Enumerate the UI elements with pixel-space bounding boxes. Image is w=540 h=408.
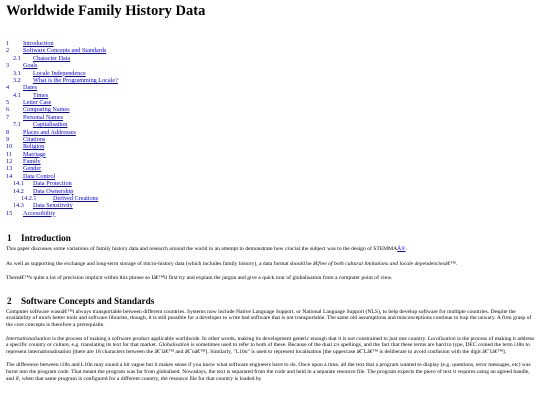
section-title: Software Concepts and Standards xyxy=(21,295,155,306)
toc-link[interactable]: Religion xyxy=(23,143,45,151)
toc-link[interactable]: Data Ownership xyxy=(33,187,74,195)
paragraph: The difference between i18n and L10n may sound a bit vague but it makes sense if you know what software engineers have to do. Once upon a time, all the text that a program wanted to display (e.g. questions, error messages, etc) was burnt into the program code. That meant the program was far from globalised. Nowadays, the text is separated from the code and held in a separate resource file. The program expects the piece of text it requires using an agreed handle, and if, when that same program is configured for a different country, the resource file for that country is loaded by xyxy=(6,362,531,382)
toc-item xyxy=(6,40,537,47)
toc-link[interactable]: Gender xyxy=(23,165,42,173)
toc-item xyxy=(6,77,537,84)
section-heading-software-concepts xyxy=(3,296,537,307)
toc-item xyxy=(6,99,537,106)
toc-item xyxy=(6,114,537,121)
toc-link[interactable]: Locale Independence xyxy=(33,69,86,77)
toc-item-number: 10 xyxy=(6,143,13,151)
toc-item xyxy=(6,47,537,54)
paragraph-text: is the process of making it address a specific country or culture, e.g. translating its text for that market. xyxy=(6,335,535,349)
toc-item xyxy=(6,158,537,165)
toc-item xyxy=(6,70,537,77)
toc-item-number: 3.2 xyxy=(13,76,21,84)
toc-item xyxy=(6,151,537,158)
toc-item xyxy=(6,143,537,150)
paragraph: Thereâ€™s quite a lot of precision implicit within this phrase so Iâ€™ll first try and explain the jargon and give a quick tour of globalisation from a computer point of view. xyxy=(6,275,393,282)
toc-link[interactable]: Data Protection xyxy=(33,180,72,188)
document-page xyxy=(0,3,540,382)
toc-link[interactable]: Citations xyxy=(23,135,46,143)
toc-item-number: 14 xyxy=(6,172,13,180)
table-of-contents xyxy=(6,40,537,217)
toc-link[interactable]: Times xyxy=(33,91,49,99)
toc-item-number: 14.1 xyxy=(13,180,24,188)
section-title: Introduction xyxy=(21,233,71,243)
paragraph-text-end: . xyxy=(405,246,407,252)
toc-link[interactable]: Goals xyxy=(23,62,38,70)
toc-item xyxy=(6,92,537,99)
toc-link[interactable]: Character Data xyxy=(33,54,71,62)
toc-item-number: 7 xyxy=(6,113,10,121)
toc-link[interactable]: What is the Programming Locale? xyxy=(33,76,118,84)
toc-link[interactable]: Places and Addresses xyxy=(23,128,76,136)
toc-link[interactable]: Data Control xyxy=(23,172,56,180)
toc-item-number: 12 xyxy=(6,158,13,165)
toc-link[interactable]: Capitalisation xyxy=(33,121,68,129)
paragraph-text: This paper discusses some variations of family history data and research around the world in an attempt to demonstrate how crucial the subject was to the design of STEMMA xyxy=(6,246,398,252)
toc-link[interactable]: Family xyxy=(23,158,41,165)
toc-link[interactable]: Software Concepts and Standards xyxy=(23,47,107,55)
toc-item xyxy=(6,55,537,62)
emphasis-text: Internationalisation xyxy=(6,335,51,342)
toc-item xyxy=(6,180,537,187)
paragraph-text: is the process of making a software product applicable worldwide. In other words, making its development generic enough that it is not constrained to just one country. xyxy=(50,335,428,342)
toc-item-number: 1 xyxy=(6,40,10,47)
toc-item xyxy=(6,173,537,180)
toc-item-number: 5 xyxy=(6,99,10,106)
paragraph: Computer software wasnâ€™t always transportable between different countries. Systems now include Native Language Support, or National Language Support (NLS), to help develop software for multiple countries. Despite the availability of much better tools and software libraries, though, it is still possible for a developer to write bad software that is not transportable. The same old assumptions and misconceptions continue to trap the unwary. A firm grasp of the core concepts is therefore a prerequisite. xyxy=(6,308,532,328)
section-number: 1 xyxy=(7,233,12,243)
toc-link[interactable]: Derived Creations xyxy=(53,194,99,202)
toc-item-number: 6 xyxy=(6,106,10,114)
toc-item xyxy=(6,129,537,136)
paragraph xyxy=(6,246,536,253)
toc-item-number: 3 xyxy=(6,62,10,70)
toc-item xyxy=(6,62,537,69)
section-number: 2 xyxy=(7,295,12,306)
paragraph xyxy=(6,336,536,356)
toc-item-number: 14.2 xyxy=(13,187,24,195)
toc-item xyxy=(6,121,537,128)
toc-link[interactable]: Comparing Names xyxy=(23,106,70,114)
toc-link[interactable]: Dates xyxy=(23,84,38,92)
toc-item xyxy=(6,106,537,113)
toc-link[interactable]: Marriage xyxy=(23,150,46,158)
toc-link[interactable]: Accessibility xyxy=(23,209,56,217)
toc-item xyxy=(6,165,537,172)
toc-item-number: 4 xyxy=(6,84,10,92)
toc-item-number: 14.2.1 xyxy=(21,194,37,202)
toc-item-number: 4.1 xyxy=(13,91,21,99)
toc-item-number: 11 xyxy=(6,150,12,158)
emphasis-text: Localisation xyxy=(427,335,456,342)
emphasis-text: free of both cultural limitations and locale dependenciesâ€™ xyxy=(318,260,456,267)
paragraph-text: is sometimes used to refer to both of these. Because of the dual z/s spellings, and the fact that these terms are hard to type, DEC coined the term i18n to represent internationalisation [there are 18 characters between the â€˜iâ€™ and â€˜nâ€™]. Similarly, "L10n" is used to represent localisation [the uppercase â€˜Lâ€™ is deliberate to avoid confusion with the digit â€˜1â€™]. xyxy=(6,342,530,355)
toc-item-number: 14.3 xyxy=(13,202,24,210)
toc-item xyxy=(6,202,537,209)
toc-link[interactable]: Data Sensitivity xyxy=(33,202,73,210)
toc-link[interactable]: Letter Case xyxy=(23,99,52,106)
toc-item-number: 9 xyxy=(6,135,10,143)
emphasis-text: Globalisation xyxy=(158,342,190,349)
paragraph xyxy=(6,261,536,268)
toc-item xyxy=(6,188,537,195)
toc-item-number: 13 xyxy=(6,165,13,173)
section-heading-introduction xyxy=(3,233,537,244)
toc-item-number: 7.1 xyxy=(13,121,21,129)
paragraph-text: As well as supporting the exchange and long-term storage of micro-history data (which includes family history), a data format should be â€ xyxy=(6,260,319,267)
toc-item-number: 3.1 xyxy=(13,69,21,77)
toc-item-number: 2.1 xyxy=(13,54,21,62)
toc-item xyxy=(6,136,537,143)
toc-link[interactable]: Introduction xyxy=(23,40,54,47)
toc-item xyxy=(6,84,537,91)
paragraph-text-end: . xyxy=(455,260,458,267)
stemma-link[interactable]: Â® xyxy=(397,246,406,252)
page-title: Worldwide Family History Data xyxy=(6,3,206,19)
toc-item-number: 8 xyxy=(6,128,10,136)
toc-link[interactable]: Personal Names xyxy=(23,113,64,121)
toc-item xyxy=(6,210,537,217)
toc-item xyxy=(6,195,537,202)
toc-item-number: 15 xyxy=(6,209,13,217)
toc-item-number: 2 xyxy=(6,47,10,55)
